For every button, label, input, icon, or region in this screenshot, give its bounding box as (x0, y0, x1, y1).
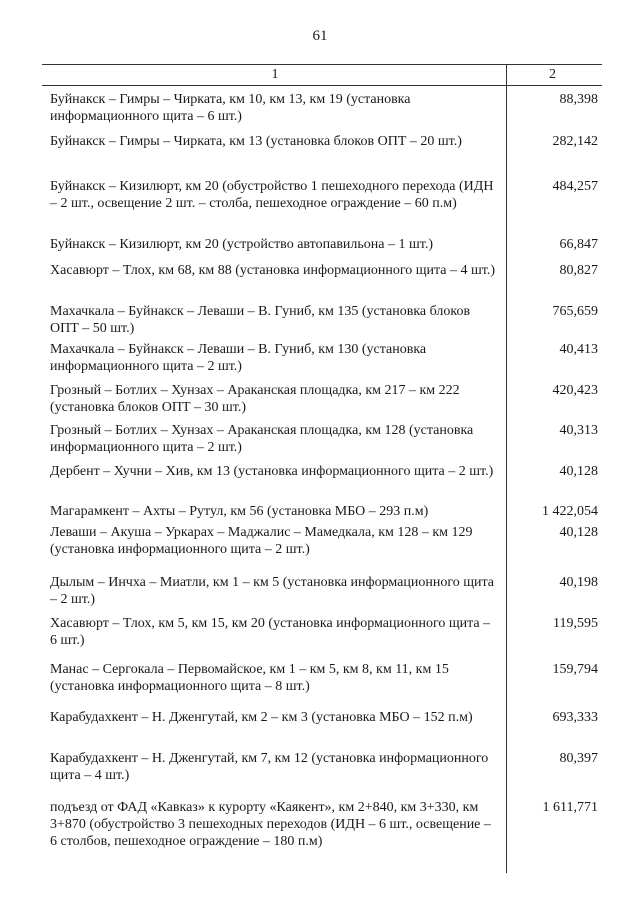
row-description: Дербент – Хучни – Хив, км 13 (установка информационного щита – 2 шт.) (50, 464, 494, 479)
table-row (42, 524, 602, 558)
column-header-1: 1 (271, 67, 279, 82)
table-row (42, 303, 602, 337)
row-description: Дылым – Инчха – Миатли, км 1 – км 5 (установка информационного щита – 2 шт.) (50, 575, 494, 607)
row-description: Манас – Сергокала – Первомайское, км 1 – км 5, км 8, км 11, км 15 (установка информационного щита – 8 шт.) (50, 662, 449, 694)
row-description: Карабудахкент – Н. Дженгутай, км 7, км 12 (установка информационного щита – 4 шт.) (50, 751, 489, 783)
table-row (42, 262, 602, 279)
table-row (42, 236, 602, 253)
row-value: 40,413 (559, 342, 598, 357)
table-row (42, 503, 602, 520)
row-description: Буйнакск – Кизилюрт, км 20 (обустройство 1 пешеходного перехода (ИДН – 2 шт., освещение 2 шт. – столба, пешеходное ограждение – 60 п.м) (50, 179, 494, 211)
row-value: 1 422,054 (542, 504, 598, 519)
row-value: 40,313 (559, 423, 598, 438)
row-description: Махачкала – Буйнакск – Леваши – В. Гуниб, км 130 (установка информационного щита – 2 шт.) (50, 342, 427, 374)
row-value: 159,794 (552, 662, 598, 677)
row-description: Буйнакск – Кизилюрт, км 20 (устройство автопавильона – 1 шт.) (50, 237, 434, 252)
table-row (42, 463, 602, 480)
table-row (42, 133, 602, 150)
table-row (42, 341, 602, 375)
column-header-2: 2 (506, 65, 602, 85)
row-description: Грозный – Ботлих – Хунзах – Араканская площадка, км 217 – км 222 (установка блоков ОПТ – 30 шт.) (50, 383, 460, 415)
row-value: 420,423 (552, 383, 598, 398)
table-row (42, 750, 602, 784)
row-description: Буйнакск – Гимры – Чирката, км 10, км 13, км 19 (установка информационного щита – 6 шт.) (50, 92, 411, 124)
row-value: 40,128 (559, 464, 598, 479)
table-row (42, 615, 602, 649)
row-value: 119,595 (553, 616, 598, 631)
row-description: Буйнакск – Гимры – Чирката, км 13 (установка блоков ОПТ – 20 шт.) (50, 134, 462, 149)
row-description: Хасавюрт – Тлох, км 5, км 15, км 20 (установка информационного щита – 6 шт.) (50, 616, 491, 648)
table-row (42, 178, 602, 212)
budget-table (42, 64, 602, 849)
row-value: 693,333 (552, 710, 598, 725)
row-value: 80,397 (559, 751, 598, 766)
row-description: Махачкала – Буйнакск – Леваши – В. Гуниб, км 135 (установка блоков ОПТ – 50 шт.) (50, 304, 471, 336)
row-value: 88,398 (559, 92, 598, 107)
table-row (42, 382, 602, 416)
row-description: Карабудахкент – Н. Дженгутай, км 2 – км 3 (установка МБО – 152 п.м) (50, 710, 473, 725)
row-value: 40,128 (559, 525, 598, 540)
table-row (42, 91, 602, 125)
row-description: Магарамкент – Ахты – Рутул, км 56 (установка МБО – 293 п.м) (50, 504, 429, 519)
row-description: Леваши – Акуша – Уркарах – Маджалис – Мамедкала, км 128 – км 129 (установка информационного щита – 2 шт.) (50, 525, 473, 557)
row-value: 1 611,771 (542, 800, 598, 815)
table-row (42, 661, 602, 695)
row-value: 484,257 (552, 179, 598, 194)
row-description: подъезд от ФАД «Кавказ» к курорту «Каякент», км 2+840, км 3+330, км 3+870 (обустройство 3 пешеходных переходов (ИДН – 6 шт., освещение – 6 столбов, пешеходное ограждение – 180 п.м) (50, 800, 491, 849)
table-row (42, 799, 602, 850)
row-value: 80,827 (559, 263, 598, 278)
row-value: 282,142 (552, 134, 598, 149)
table-header (42, 64, 602, 86)
table-row (42, 709, 602, 726)
page-number: 61 (312, 28, 328, 44)
table-row (42, 574, 602, 608)
row-value: 40,198 (559, 575, 598, 590)
table-row (42, 422, 602, 456)
row-description: Грозный – Ботлих – Хунзах – Араканская площадка, км 128 (установка информационного щита – 2 шт.) (50, 423, 474, 455)
row-value: 765,659 (552, 304, 598, 319)
row-description: Хасавюрт – Тлох, км 68, км 88 (установка информационного щита – 4 шт.) (50, 263, 495, 278)
row-value: 66,847 (559, 237, 598, 252)
